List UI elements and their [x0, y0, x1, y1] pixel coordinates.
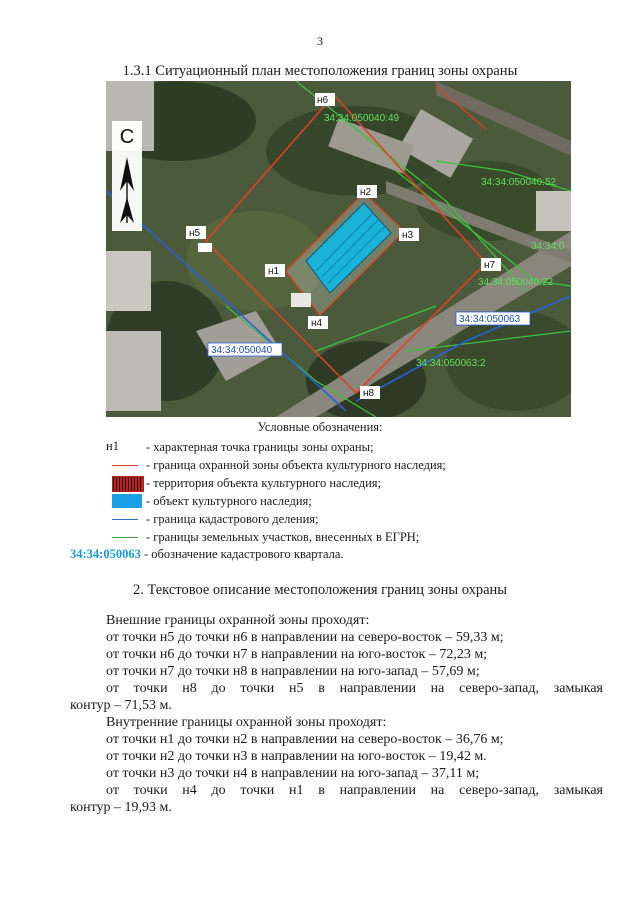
- inner-line: от точки н1 до точки н2 в направлении на северо-восток – 36,76 м;: [106, 732, 504, 747]
- point-n2: н2: [360, 187, 372, 198]
- point-n1: н1: [268, 266, 280, 277]
- point-n7: н7: [484, 260, 496, 271]
- kadastr-example: 34:34:050063: [70, 547, 141, 561]
- outer-line: от точки н6 до точки н7 в направлении на юго-восток – 72,23 м;: [106, 647, 488, 662]
- point-n4: н4: [311, 318, 323, 329]
- legend-item-heritage-territory: - территория объекта культурного наследия;: [106, 474, 381, 490]
- outer-line: от точки н8 до точки н5 в направлении на северо-запад, замыкая: [106, 681, 603, 696]
- legend-item-zone-border: - граница охранной зоны объекта культурного наследия;: [106, 456, 446, 472]
- inner-line: от точки н3 до точки н4 в направлении на юго-запад – 37,11 м;: [106, 766, 480, 781]
- outer-line: от точки н7 до точки н8 в направлении на юго-запад – 57,69 м;: [106, 664, 480, 679]
- parcel-label: 34:34:050040:22: [478, 277, 554, 288]
- cadastral-label-050040: 34:34:050040: [211, 345, 273, 356]
- page-number: 3: [317, 34, 323, 48]
- hatch-symbol: [112, 476, 144, 492]
- red-line-symbol: [112, 465, 138, 466]
- situation-map: [106, 81, 571, 417]
- north-letter: С: [119, 126, 135, 148]
- parcel-label: 34:34:050040:49: [324, 113, 400, 124]
- point-n6: н6: [317, 95, 329, 106]
- cadastral-label-050063: 34:34:050063: [459, 314, 521, 325]
- outer-line: контур – 71,53 м.: [70, 698, 172, 713]
- point-n5: н5: [189, 228, 201, 239]
- legend-item-heritage-object: - объект культурного наследия;: [106, 492, 312, 508]
- parcel-label: 34:34:050040:52: [481, 177, 557, 188]
- parcel-label: 34:34:0: [531, 241, 565, 252]
- inner-line: от точки н2 до точки н3 в направлении на юго-восток – 19,42 м.: [106, 749, 487, 764]
- blue-line-symbol: [112, 519, 138, 520]
- legend-item-kadastr: 34:34:050063 - обозначение кадастрового квартала.: [70, 547, 344, 561]
- legend-point-symbol: н1: [106, 439, 119, 453]
- legend-item-land-plots: - границы земельных участков, внесенных в ЕГРН;: [106, 528, 419, 544]
- inner-line: от точки н4 до точки н1 в направлении на северо-запад, замыкая: [106, 783, 603, 798]
- point-n3: н3: [402, 230, 414, 241]
- outer-line: от точки н5 до точки н6 в направлении на северо-восток – 59,33 м;: [106, 630, 504, 645]
- object-symbol: [112, 494, 142, 508]
- inner-line: контур – 19,93 м.: [70, 800, 172, 815]
- legend-title: Условные обозначения:: [257, 420, 383, 434]
- point-n8: н8: [363, 388, 375, 399]
- legend-item-cadastral-border: - граница кадастрового деления;: [106, 510, 319, 526]
- green-line-symbol: [112, 537, 138, 538]
- inner-heading: Внутренние границы охранной зоны проходят:: [106, 715, 387, 730]
- outer-heading: Внешние границы охранной зоны проходят:: [106, 613, 370, 628]
- section-2-title: 2. Текстовое описание местоположения границ зоны охраны: [132, 582, 508, 598]
- legend-item-point: н1 - характерная точка границы зоны охраны;: [106, 439, 374, 455]
- parcel-label: 34:34:050063:2: [416, 358, 486, 369]
- section-1-title: 1.3.1 Ситуационный план местоположения границ зоны охраны: [122, 63, 518, 79]
